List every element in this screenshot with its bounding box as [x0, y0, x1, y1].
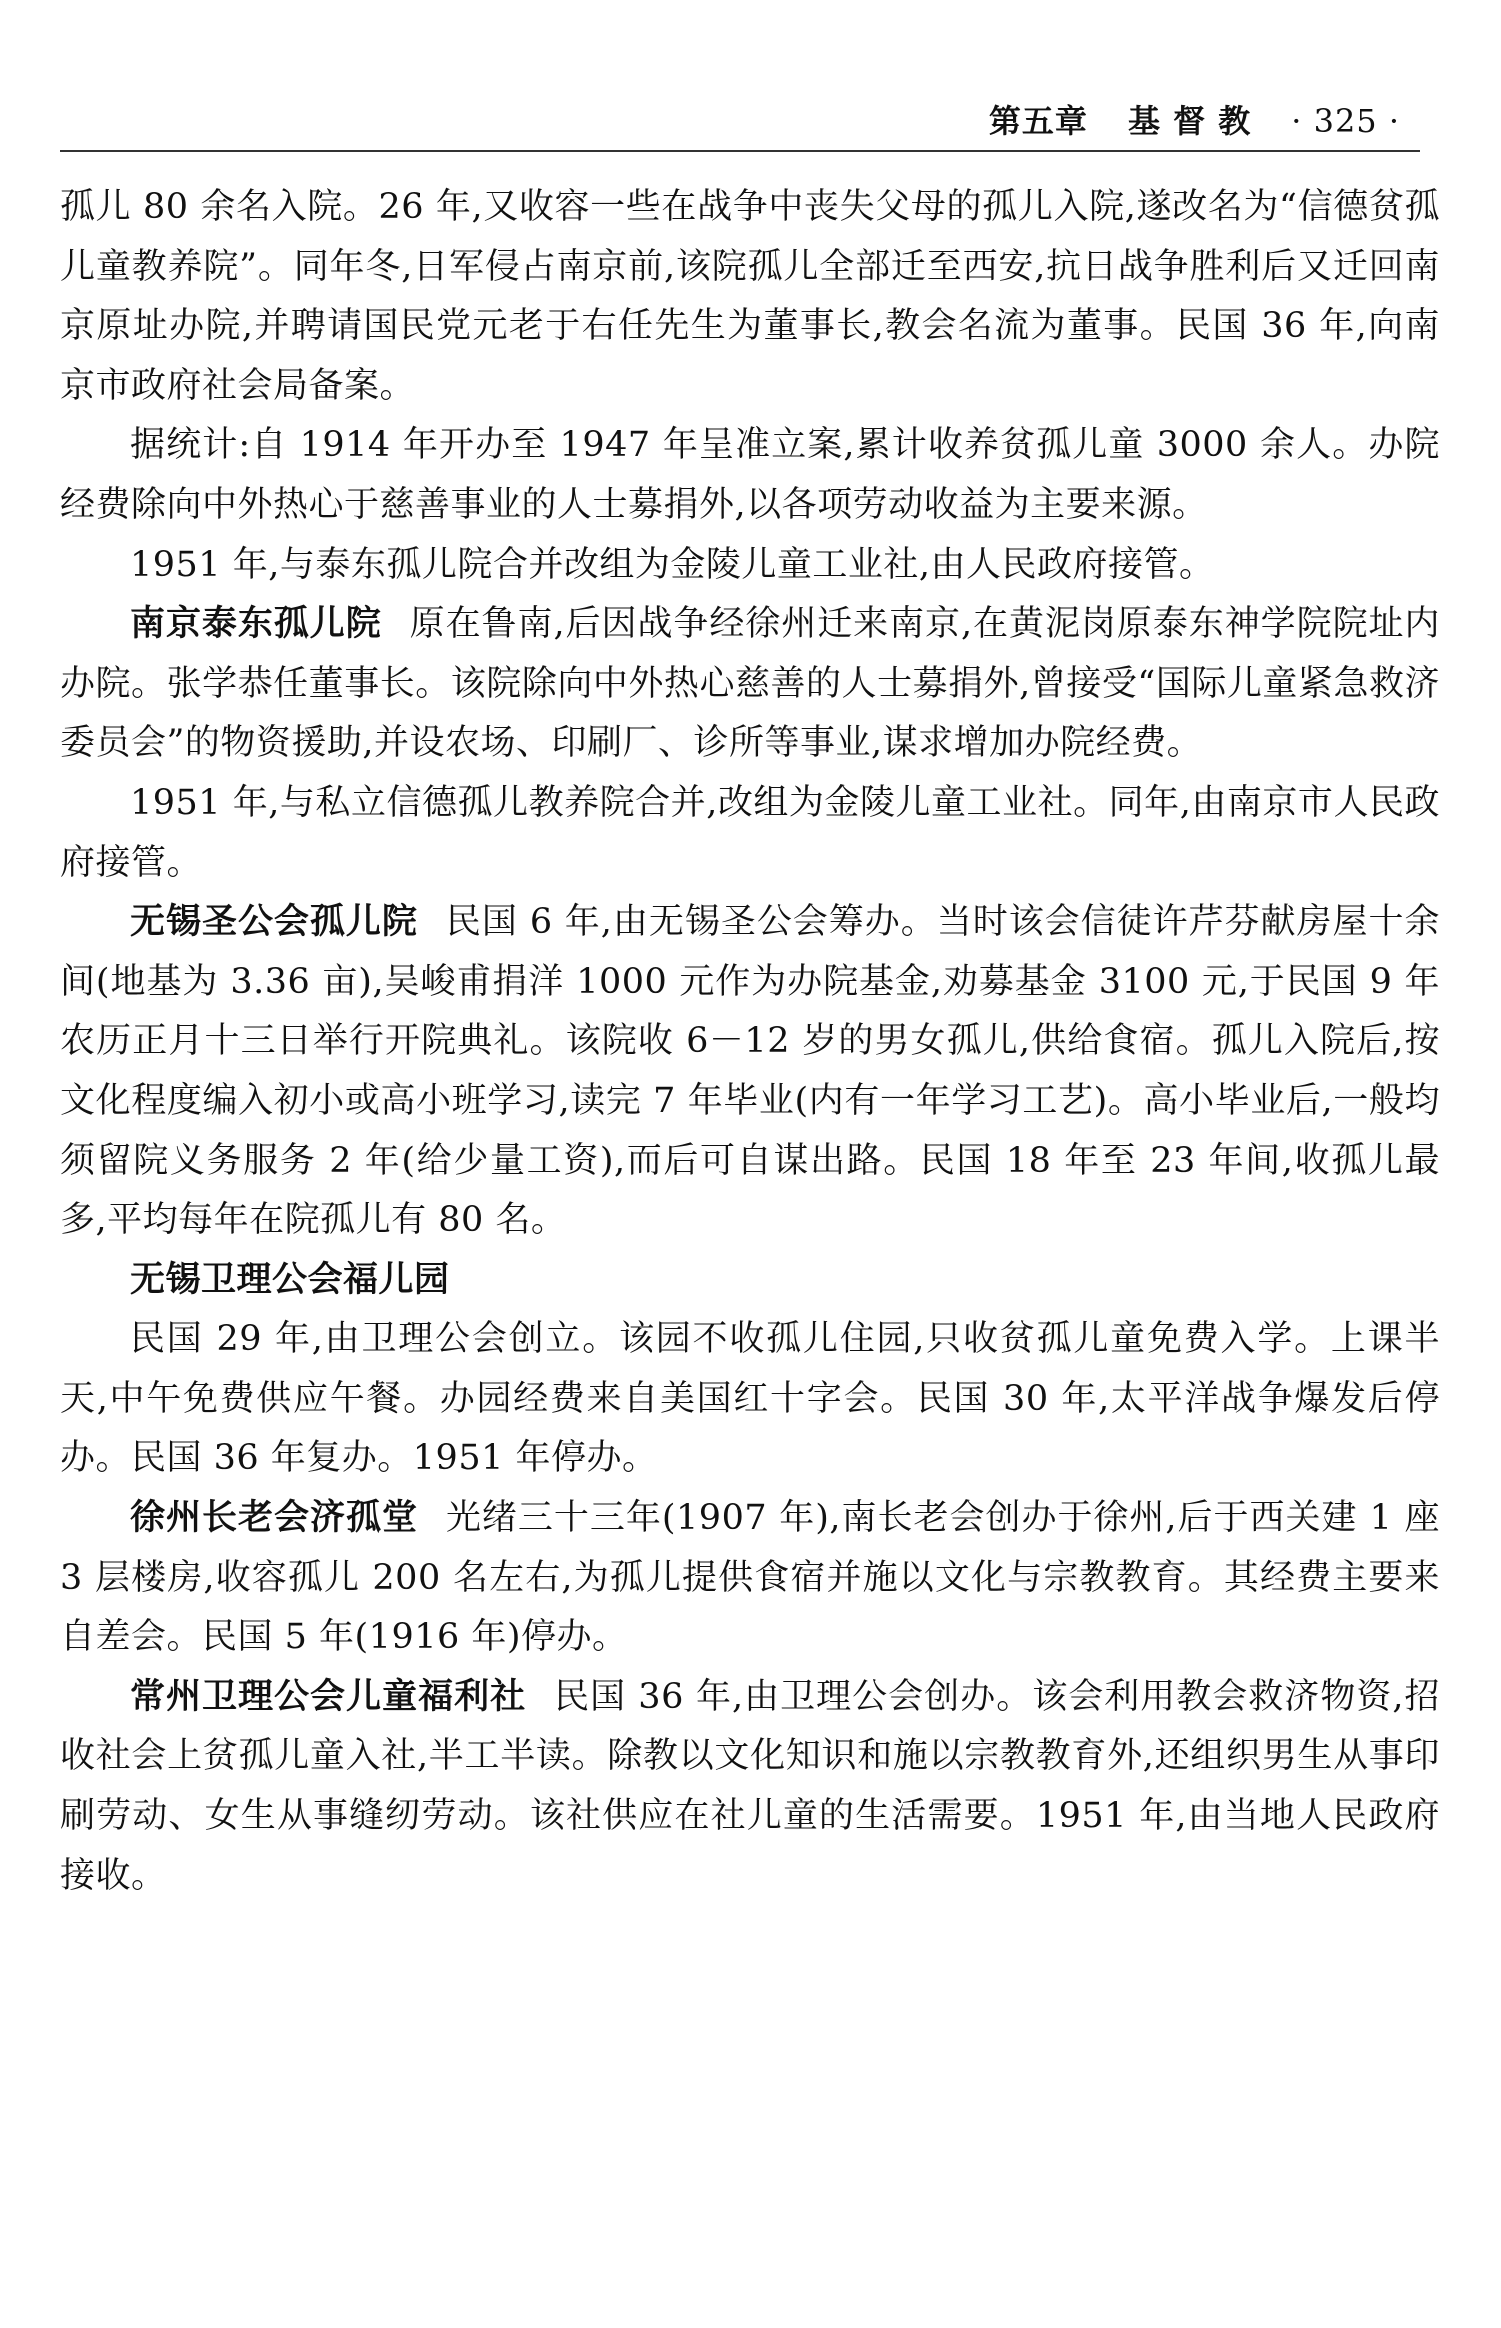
paragraph-text: 1951 年,与泰东孤儿院合并改组为金陵儿童工业社,由人民政府接管。 [130, 544, 1215, 585]
paragraph [60, 774, 1440, 893]
paragraph [60, 893, 1440, 1251]
paragraph-text: 民国 6 年,由无锡圣公会筹办。当时该会信徒许芹芬献房屋十余间(地基为 3.36 亩),吴峻甫捐洋 1000 元作为办院基金,劝募基金 3100 元,于民国 9 年农历正月十三日举行开院典礼。该院收 6－12 岁的男女孤儿,供给食宿。孤儿入院后,按文化程度编入初小或高小班学习,读完 7 年毕业(内有一年学习工艺)。高小毕业后,一般均须留院义务服务 2 年(给少量工资),而后可自谋出路。民国 18 年至 23 年间,收孤儿最多,平均每年在院孤儿有 80 名。 [60, 902, 1440, 1241]
paragraph [60, 1251, 1440, 1311]
page-number: · 325 · [1291, 102, 1400, 140]
running-head [989, 96, 1400, 142]
chapter-label: 第五章 [988, 102, 1088, 140]
entry-heading: 南京泰东孤儿院 [130, 604, 382, 645]
paragraph [60, 178, 1440, 416]
paragraph [60, 595, 1440, 774]
paragraph-text: 孤儿 80 余名入院。26 年,又收容一些在战争中丧失父母的孤儿入院,遂改名为“信德贫孤儿童教养院”。同年冬,日军侵占南京前,该院孤儿全部迁至西安,抗日战争胜利后又迁回南京原址办院,并聘请国民党元老于右任先生为董事长,教会名流为董事。民国 36 年,向南京市政府社会局备案。 [60, 187, 1440, 406]
entry-heading: 徐州长老会济孤堂 [130, 1498, 418, 1539]
section-title: 基 督 教 [1127, 102, 1252, 140]
paragraph-text: 据统计:自 1914 年开办至 1947 年呈准立案,累计收养贫孤儿童 3000 余人。办院经费除向中外热心于慈善事业的人士募捐外,以各项劳动收益为主要来源。 [60, 425, 1440, 525]
paragraph-text: 民国 29 年,由卫理公会创立。该园不收孤儿住园,只收贫孤儿童免费入学。上课半天,中午免费供应午餐。办园经费来自美国红十字会。民国 30 年,太平洋战争爆发后停办。民国 36 年复办。1951 年停办。 [60, 1319, 1440, 1479]
entry-heading: 常州卫理公会儿童福利社 [130, 1676, 527, 1717]
header-rule [60, 150, 1420, 152]
paragraph-text: 原在鲁南,后因战争经徐州迁来南京,在黄泥岗原泰东神学院院址内办院。张学恭任董事长。该院除向中外热心慈善的人士募捐外,曾接受“国际儿童紧急救济委员会”的物资援助,并设农场、印刷厂、诊所等事业,谋求增加办院经费。 [60, 604, 1440, 764]
entry-heading: 无锡圣公会孤儿院 [130, 902, 418, 943]
entry-heading: 无锡卫理公会福儿园 [130, 1259, 450, 1300]
paragraph [60, 416, 1440, 535]
paragraph [60, 1668, 1440, 1906]
paragraph [60, 1489, 1440, 1668]
paragraph-text: 光绪三十三年(1907 年),南长老会创办于徐州,后于西关建 1 座 3 层楼房,收容孤儿 200 名左右,为孤儿提供食宿并施以文化与宗教教育。其经费主要来自差会。民国 5 年(1916 年)停办。 [60, 1498, 1440, 1658]
book-page [60, 0, 1440, 2328]
paragraph-text: 民国 36 年,由卫理公会创办。该会利用教会救济物资,招收社会上贫孤儿童入社,半工半读。除教以文化知识和施以宗教教育外,还组织男生从事印刷劳动、女生从事缝纫劳动。该社供应在社儿童的生活需要。1951 年,由当地人民政府接收。 [60, 1676, 1440, 1896]
body-text [60, 178, 1440, 1906]
paragraph [60, 1310, 1440, 1489]
paragraph-text: 1951 年,与私立信德孤儿教养院合并,改组为金陵儿童工业社。同年,由南京市人民政府接管。 [60, 782, 1440, 883]
paragraph [60, 536, 1440, 596]
